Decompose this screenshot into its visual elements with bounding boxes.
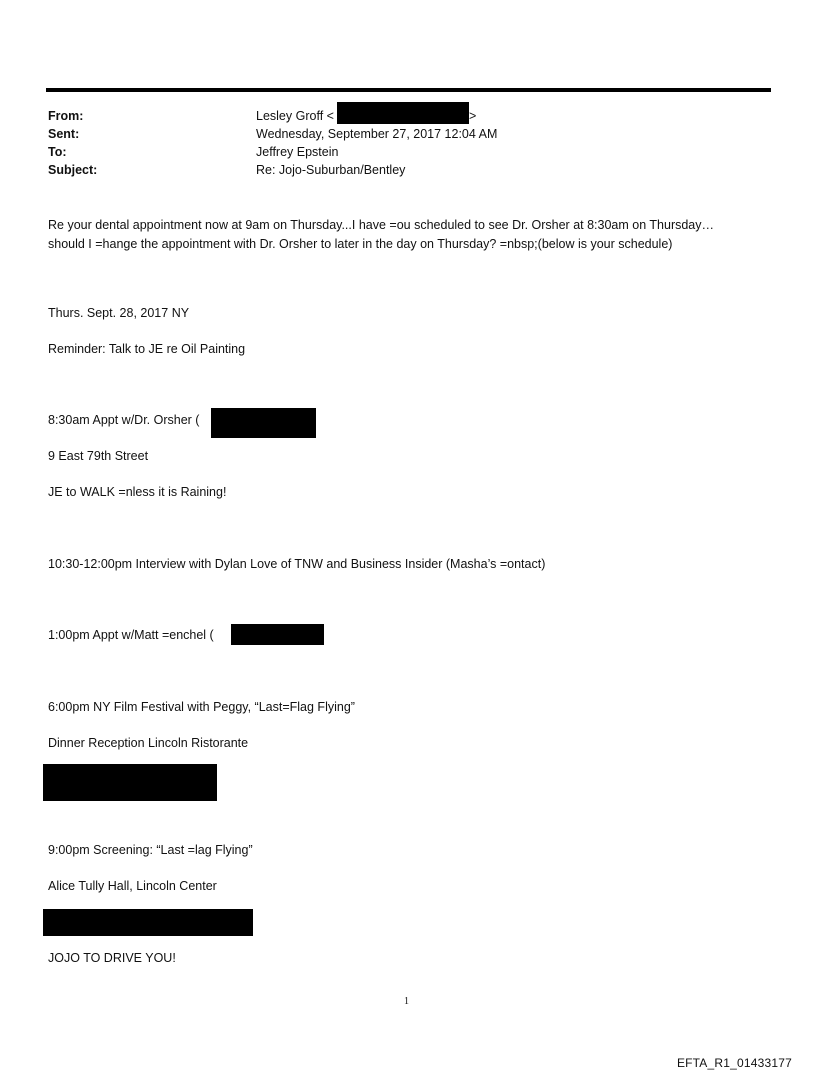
screening-line: 9:00pm Screening: “Last =lag Flying” [48,843,253,857]
from-label: From: [48,109,84,123]
venue-line: Alice Tully Hall, Lincoln Center [48,879,217,893]
film-festival-line: 6:00pm NY Film Festival with Peggy, “Last=Flag Flying” [48,700,355,714]
appointment-orsher: 8:30am Appt w/Dr. Orsher ( [48,413,200,427]
sent-label: Sent: [48,127,80,141]
subject-label: Subject: [48,163,98,177]
to-value: Jeffrey Epstein [256,145,339,159]
from-bracket-end: > [469,109,477,123]
to-label: To: [48,145,67,159]
driver-line: JOJO TO DRIVE YOU! [48,951,176,965]
redaction-box-address-1 [43,764,217,801]
redaction-box-phone-1 [211,408,316,438]
reminder-line: Reminder: Talk to JE re Oil Painting [48,342,246,356]
redaction-box-address-2 [43,909,253,936]
date-line: Thurs. Sept. 28, 2017 NY [48,306,190,320]
from-name: Lesley Groff < [256,109,334,123]
header-rule [46,88,771,92]
redaction-box-email [337,102,469,124]
address-line: 9 East 79th Street [48,449,149,463]
bates-number: EFTA_R1_01433177 [676,1056,792,1070]
subject-value: Re: Jojo-Suburban/Bentley [256,163,406,177]
page-number: 1 [404,996,409,1007]
appointment-matt: 1:00pm Appt w/Matt =enchel ( [48,628,214,642]
walk-note: JE to WALK =nless it is Raining! [48,485,227,499]
sent-value: Wednesday, September 27, 2017 12:04 AM [256,127,498,141]
intro-paragraph: Re your dental appointment now at 9am on Thursday...I have =ou scheduled to see Dr. Orsher at 8:30am on Thursday…should I =hange the appointment with Dr. Orsher to later in the day on Thursday? =nbsp;(below is your schedule) [48,218,715,251]
dinner-line: Dinner Reception Lincoln Ristorante [48,736,249,750]
interview-line: 10:30-12:00pm Interview with Dylan Love of TNW and Business Insider (Masha’s =ontact) [48,557,546,571]
redaction-box-phone-2 [231,624,324,645]
from-value [256,109,334,123]
